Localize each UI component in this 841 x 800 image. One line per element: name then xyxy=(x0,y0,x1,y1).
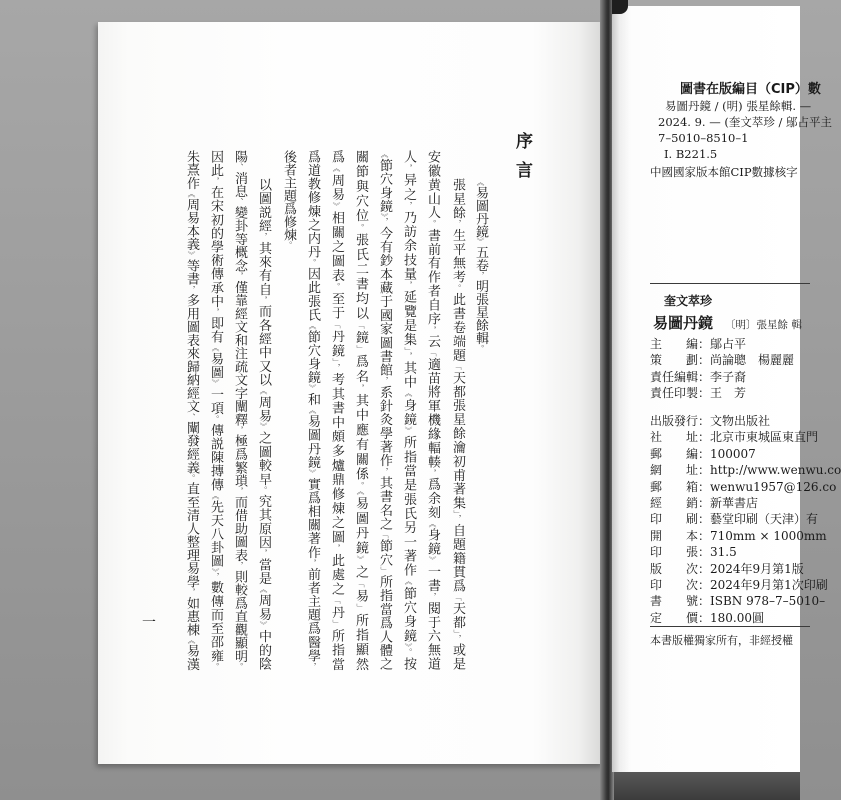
cip-line: 7–5010–8510–1 xyxy=(658,131,749,145)
publishing-label: 定價 xyxy=(650,610,698,625)
preface-column: 以圖説經，其來有自，而各經中又以《周易》之圖較早。究其原因，當是《周易》中的陰 xyxy=(256,178,271,671)
cip-line: 易圖丹鏡 / (明) 張星餘輯. — xyxy=(665,99,812,113)
cip-line: 2024. 9. — (奎文萃珍 / 鄔占平主 xyxy=(658,115,833,129)
publishing-row xyxy=(650,511,841,527)
publishing-value: 新華書店 xyxy=(710,495,759,510)
publishing-label: 印次 xyxy=(650,577,698,592)
credit-label: 責任編輯 xyxy=(650,369,699,384)
cip-line: 中國國家版本館CIP數據核字 xyxy=(650,165,798,179)
preface-column: 關節與穴位。張氏二書均以「鏡」爲名，其中應有關係。《易圖丹鏡》之「易」所指顯然 xyxy=(353,150,368,671)
publishing-label: 社址 xyxy=(650,430,698,445)
label-colon: ： xyxy=(698,430,711,445)
publishing-details-list xyxy=(650,413,841,626)
credit-label: 責任印製 xyxy=(650,386,699,401)
publishing-row xyxy=(650,479,841,495)
credit-value: 李子裔 xyxy=(710,369,747,384)
preface-column: 爲《周易》相關之圖表。至于「丹鏡」，考其書中頗多爐鼎修煉之圖，此處之「丹」所指當 xyxy=(329,150,344,671)
publishing-value: 2024年9月第1次印刷 xyxy=(710,577,828,592)
publishing-row xyxy=(650,446,841,462)
series-name: 奎文萃珍 xyxy=(664,294,713,308)
publishing-label: 經銷 xyxy=(650,495,698,510)
publishing-label: 網址 xyxy=(650,463,698,478)
publishing-value: 31.5 xyxy=(710,545,737,560)
label-colon: ： xyxy=(698,353,711,368)
credit-label: 主編 xyxy=(650,337,698,351)
label-colon: ： xyxy=(698,545,711,560)
label-colon: ： xyxy=(698,594,711,609)
preface-column: 爲道教修煉之内丹。因此張氏《節穴身鏡》和《易圖丹鏡》實爲相關著作，前者主題爲醫學， xyxy=(305,150,320,671)
preface-column: 因此，在宋初的學術傳承中，即有《易圖》一項。傳説陳摶傳《先天八卦圖》，數傳而至邵雍。 xyxy=(208,150,223,671)
publishing-row xyxy=(650,528,841,544)
label-colon: ： xyxy=(698,610,711,625)
publishing-label: 出版發行 xyxy=(650,414,699,428)
preface-column: 《節穴身鏡》，今有鈔本藏于國家圖書館，系針灸學著作，其書名之「節穴」所指當爲人體之 xyxy=(377,150,392,671)
publishing-row xyxy=(650,413,841,429)
label-colon: ： xyxy=(698,337,711,351)
label-colon: ： xyxy=(698,414,711,428)
title-line xyxy=(653,312,802,333)
publishing-value: http://www.wenwu.co xyxy=(710,463,841,478)
cip-line: Ⅰ. B221.5 xyxy=(664,147,718,161)
publishing-label: 書號 xyxy=(650,594,698,609)
publishing-label: 版次 xyxy=(650,561,698,576)
publishing-row xyxy=(650,610,841,626)
credits-list xyxy=(650,336,794,402)
publishing-row xyxy=(650,577,841,593)
publishing-value: ISBN 978–7–5010– xyxy=(710,594,826,609)
label-colon: ： xyxy=(698,528,711,543)
label-colon: ： xyxy=(698,463,711,478)
publishing-row xyxy=(650,593,841,609)
credit-row xyxy=(650,369,794,385)
credit-value: 王 芳 xyxy=(710,386,747,401)
credit-label: 策劃 xyxy=(650,353,698,368)
label-colon: ： xyxy=(698,495,711,510)
preface-column: 朱熹作《周易本義》等書，多用圖表來歸納經文、闡發經義。直至清人整理易學，如惠棟《易漢 xyxy=(184,150,199,671)
label-colon: ： xyxy=(698,561,711,576)
page-number: 一 xyxy=(142,615,156,631)
divider-rule xyxy=(650,283,810,284)
desk-surface xyxy=(604,770,800,800)
divider-rule xyxy=(650,626,810,627)
preface-column: 張星餘，生平無考。此書卷端題「天都張星餘瀹初甫著集」，自題籍貫爲「天都」，或是 xyxy=(450,178,465,671)
publishing-label: 郵箱 xyxy=(650,479,698,494)
publishing-label: 印刷 xyxy=(650,512,698,527)
credit-row xyxy=(650,385,794,401)
author-credit: 〔明〕張星餘 輯 xyxy=(725,319,802,331)
publishing-value: 710mm × 1000mm xyxy=(710,528,827,543)
left-page-preface xyxy=(98,22,604,764)
publishing-value: 2024年9月第1版 xyxy=(710,561,804,576)
preface-column: 《易圖丹鏡》五卷，明張星餘輯。 xyxy=(473,178,488,353)
label-colon: ： xyxy=(698,386,711,401)
publishing-value: 北京市東城區東直門 xyxy=(710,430,819,445)
publishing-value: 100007 xyxy=(710,446,756,461)
cip-heading: 圖書在版編目（CIP）數 xyxy=(680,82,821,97)
label-colon: ： xyxy=(698,512,711,527)
label-colon: ： xyxy=(698,479,711,494)
publishing-row xyxy=(650,462,841,478)
preface-column: 陽、消息、變卦等概念，僅靠經文和注疏文字闡釋，極爲繁瑣，而借助圖表，則較爲直觀顯明。 xyxy=(232,150,247,671)
publishing-row xyxy=(650,495,841,511)
right-page-copyright xyxy=(612,6,841,772)
publishing-value: 180.00圓 xyxy=(710,610,764,625)
publishing-label: 印張 xyxy=(650,545,698,560)
publishing-value: 文物出版社 xyxy=(710,414,771,428)
credit-value: 尚論聰 楊麗麗 xyxy=(710,353,795,368)
preface-column: 後者主題爲修煉。 xyxy=(281,150,296,249)
publishing-row xyxy=(650,429,841,445)
credit-row xyxy=(650,336,794,352)
preface-column: 安徽黄山人。書前有作者自序，云「適苗將軍機緣輻輳，爲余刻《身鏡》一書，閱于六無道 xyxy=(425,150,440,671)
book-title: 易圖丹鏡 xyxy=(653,314,714,332)
credit-value: 鄔占平 xyxy=(710,337,747,351)
preface-column: 人，异之，乃訪余技量，延覽是集」，其中《身鏡》所指當是張氏另一著作《節穴身鏡》。按 xyxy=(401,150,416,671)
copyright-notice: 本書版權獨家所有，非經授權 xyxy=(650,634,793,647)
publishing-row xyxy=(650,544,841,560)
label-colon: ： xyxy=(698,577,711,592)
preface-heading: 序言 xyxy=(512,132,532,190)
label-colon: ： xyxy=(698,369,711,384)
publishing-row xyxy=(650,561,841,577)
publishing-label: 郵編 xyxy=(650,446,698,461)
publishing-label: 開本 xyxy=(650,528,698,543)
publishing-value: wenwu1957@126.co xyxy=(710,479,837,494)
publishing-value: 藝堂印刷（天津）有 xyxy=(710,512,819,527)
label-colon: ： xyxy=(698,446,711,461)
credit-row xyxy=(650,352,794,368)
